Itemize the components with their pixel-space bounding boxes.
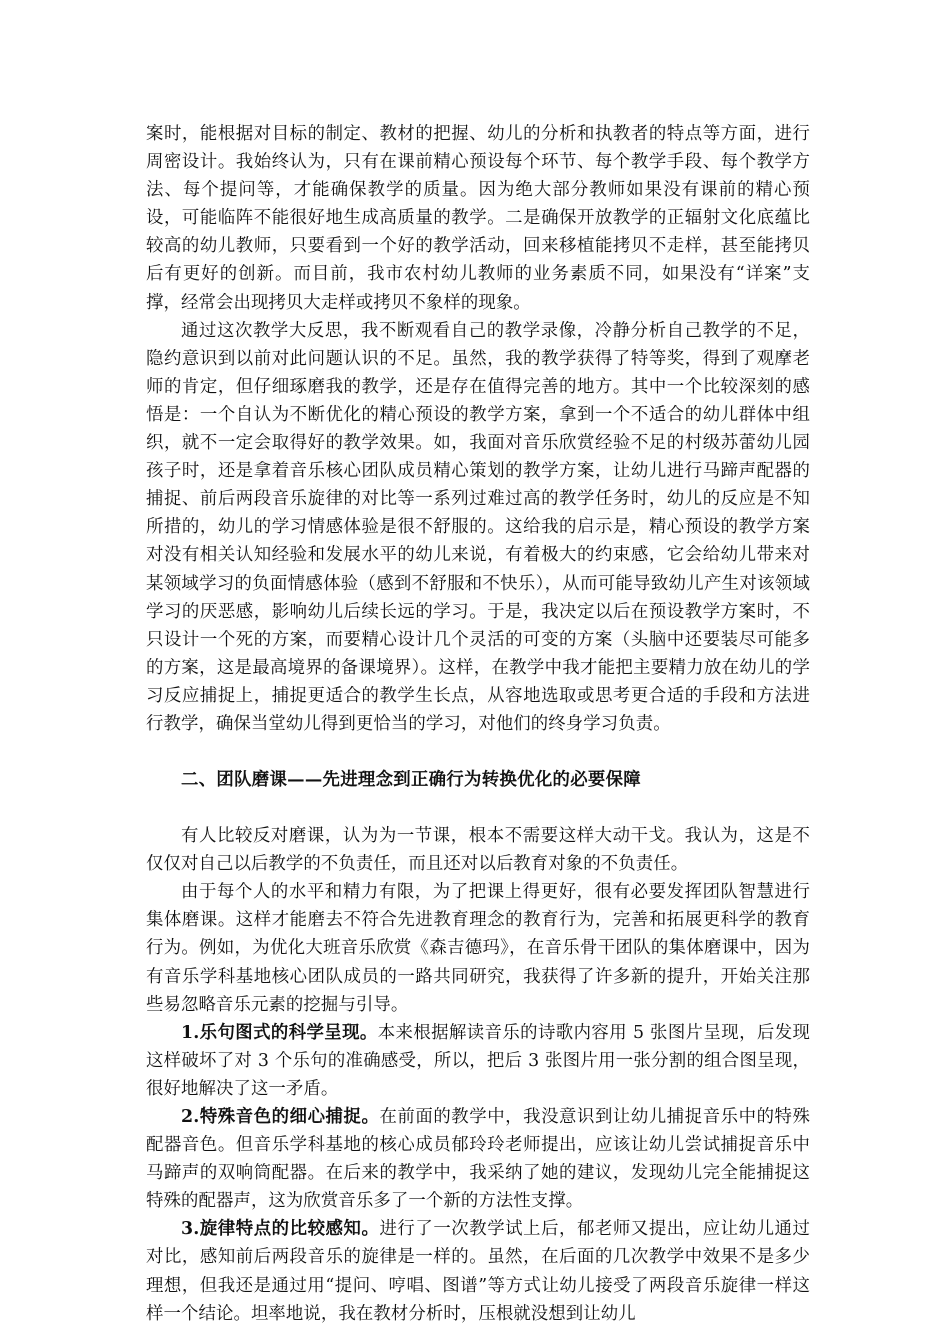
- paragraph-6-body: 在前面的教学中，我没意识到让幼儿捕捉音乐中的特殊配器音色。但音乐学科基地的核心成员郁玲玲老师提出，应该让幼儿尝试捕捉音乐中马蹄声的双响筒配器。在后来的教学中，我采纳了她的建议，发现幼儿完全能捕捉这特殊的配器声，这为欣赏音乐多了一个新的方法性支撑。: [146, 1107, 811, 1212]
- paragraph-4: 由于每个人的水平和精力有限，为了把课上得更好，很有必要发挥团队智慧进行集体磨课。这样才能磨去不符合先进教育理念的教育行为，完善和拓展更科学的教育行为。例如，为优化大班音乐欣赏《森吉德玛》，在音乐骨干团队的集体磨课中，因为有音乐学科基地核心团队成员的一路共同研究，我获得了许多新的提升，开始关注那些易忽略音乐元素的挖掘与引导。: [146, 882, 810, 1015]
- paragraph-1: 案时，能根据对目标的制定、教材的把握、幼儿的分析和执教者的特点等方面，进行周密设计。我始终认为，只有在课前精心预设每个环节、每个教学手段、每个教学方法、每个提问等，才能确保教学的质量。因为绝大部分教师如果没有课前的精心预设，可能临阵不能很好地生成高质量的教学。二是确保开放教学的正辐射文化底蕴比较高的幼儿教师，只要看到一个好的教学活动，回来移植能拷贝不走样，甚至能拷贝后有更好的创新。而目前，我市农村幼儿教师的业务素质不同，如果没有“详案”支撑，经常会出现拷贝大走样或拷贝不象样的现象。: [146, 124, 810, 313]
- document-page: [146, 120, 810, 1328]
- paragraph-7: [146, 1215, 810, 1327]
- paragraph-2: 通过这次教学大反思，我不断观看自己的教学录像，冷静分析自己教学的不足，隐约意识到以前对此问题认识的不足。虽然，我的教学获得了特等奖，得到了观摩老师的肯定，但仔细琢磨我的教学，还是存在值得完善的地方。其中一个比较深刻的感悟是：一个自认为不断优化的精心预设的教学方案，拿到一个不适合的幼儿群体中组织，就不一定会取得好的教学效果。如，我面对音乐欣赏经验不足的村级苏蕾幼儿园孩子时，还是拿着音乐核心团队成员精心策划的教学方案，让幼儿进行马蹄声配器的捕捉、前后两段音乐旋律的对比等一系列过难过高的教学任务时，幼儿的反应是不知所措的，幼儿的学习情感体验是很不舒服的。这给我的启示是，精心预设的教学方案对没有相关认知经验和发展水平的幼儿来说，有着极大的约束感，它会给幼儿带来对某领域学习的负面情感体验（感到不舒服和不快乐），从而可能导致幼儿产生对该领域学习的厌恶感，影响幼儿后续长远的学习。于是，我决定以后在预设教学方案时，不只设计一个死的方案，而要精心设计几个灵活的可变的方案（头脑中还要装尽可能多的方案，这是最高境界的备课境界）。这样，在教学中我才能把主要精力放在幼儿的学习反应捕捉上，捕捉更适合的教学生长点，从容地选取或思考更合适的手段和方法进行教学，确保当堂幼儿得到更恰当的学习，对他们的终身学习负责。: [146, 320, 810, 734]
- paragraph-7-body: 进行了一次教学试上后，郁老师又提出，应让幼儿通过对比，感知前后两段音乐的旋律是一样的。虽然，在后面的几次教学中效果不是多少理想，但我还是通过用“提问、哼唱、图谱”等方式让幼儿接受了两段音乐旋律一样这样一个结论。坦率地说，我在教材分析时，压根就没想到让幼儿: [146, 1219, 811, 1324]
- paragraph-7-lead: 3.旋律特点的比较感知。: [181, 1219, 380, 1240]
- paragraph-5-body: 本来根据解读音乐的诗歌内容用 5 张图片呈现，后发现这样破坏了对 3 个乐句的准确感受，所以，把后 3 张图片用一张分割的组合图呈现，很好地解决了这一矛盾。: [146, 1022, 810, 1099]
- section-heading: 二、团队磨课——先进理念到正确行为转换优化的必要保障: [181, 770, 641, 791]
- paragraph-5-lead: 1.乐句图式的科学呈现。: [181, 1022, 378, 1043]
- paragraph-6-lead: 2.特殊音色的细心捕捉。: [181, 1107, 380, 1127]
- paragraph-6: [146, 1103, 810, 1215]
- paragraph-3: 有人比较反对磨课，认为为一节课，根本不需要这样大动干戈。我认为，这是不仅仅对自己以后教学的不负责任，而且还对以后教育对象的不负责任。: [146, 826, 810, 875]
- paragraph-5: [146, 1019, 810, 1103]
